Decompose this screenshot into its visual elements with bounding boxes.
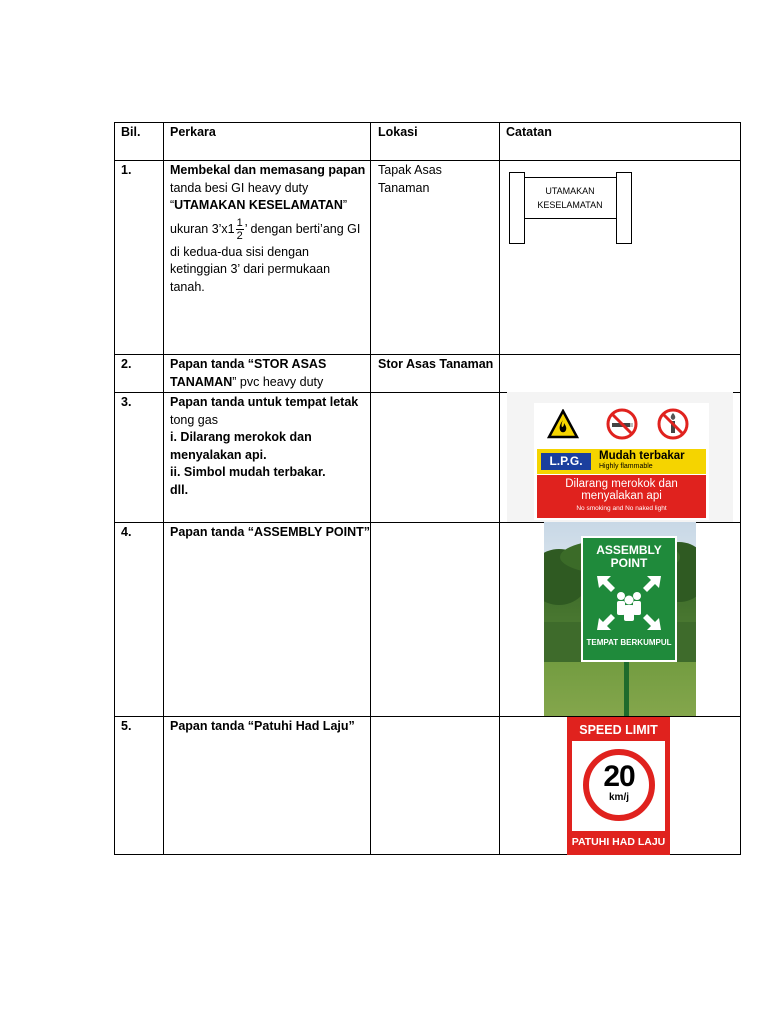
row-3-line-6: dll. <box>170 482 189 497</box>
no-smoking-icon <box>605 407 639 441</box>
assembly-bottom-text: TEMPAT BERKUMPUL <box>586 638 672 647</box>
lpg-yellow-band <box>537 449 706 474</box>
table-border-left <box>114 122 115 855</box>
row-2-bil: 2. <box>121 357 132 371</box>
header-perkara: Perkara <box>170 125 216 139</box>
row-3-line-2: tong gas <box>170 412 218 427</box>
table-border-top <box>114 122 741 123</box>
row-2-line-1: Papan tanda “STOR ASAS <box>170 357 327 371</box>
header-lokasi: Lokasi <box>378 125 418 139</box>
row-3-perkara <box>170 394 366 499</box>
row-2-lokasi: Stor Asas Tanaman <box>378 357 494 371</box>
col-divider-3 <box>499 122 500 855</box>
table-border-right <box>740 122 741 855</box>
assembly-line-2: POINT <box>610 556 648 570</box>
row-2-line-2: TANAMAN” pvc heavy duty <box>170 374 324 389</box>
speed-limit-white-panel <box>572 741 665 831</box>
lpg-title: Mudah terbakar <box>599 450 685 462</box>
row-1-size-line: ukuran 3’x1 $\frac{1}{2}$ ’ dengan berti’ang GI <box>170 216 361 242</box>
speed-number: 20 <box>603 760 635 793</box>
speed-limit-bottom: PATUHI HAD LAJU <box>571 836 666 848</box>
row-1-line-6: ketinggian 3’ dari permukaan <box>170 262 331 276</box>
assembly-line-1: ASSEMBLY <box>596 543 662 557</box>
row-1-line-1: Membekal dan memasang papan <box>170 163 366 177</box>
row-5-bil: 5. <box>121 719 132 733</box>
row-1-perkara <box>170 162 366 296</box>
header-bil: Bil. <box>121 125 141 139</box>
speed-limit-top: SPEED LIMIT <box>579 723 658 737</box>
lpg-red-line-2: menyalakan api <box>581 490 662 502</box>
row-1-line-3: “UTAMAKAN KESELAMATAN” <box>170 198 348 212</box>
row-divider-1 <box>114 354 741 355</box>
right-post <box>616 172 632 244</box>
sign-line-1: UTAMAKAN <box>545 186 595 196</box>
row-4-perkara <box>170 524 370 542</box>
assembly-sign-board <box>581 536 677 662</box>
row-1-lokasi-line-1: Tapak Asas <box>378 163 442 177</box>
lpg-english: No smoking and No naked light <box>576 505 667 512</box>
row-1-bil: 1. <box>121 163 132 177</box>
row-1-line-7: tanah. <box>170 279 205 294</box>
flammable-warning-icon <box>547 409 579 439</box>
row-1-line-5: di kedua-dua sisi dengan <box>170 244 309 259</box>
row-3-bil: 3. <box>121 395 132 409</box>
lpg-badge: L.P.G. <box>541 453 591 470</box>
row-4-bil: 4. <box>121 525 132 539</box>
lpg-sign-panel <box>534 403 709 520</box>
row-1-line-2: tanda besi GI heavy duty <box>170 180 309 195</box>
keselamatan-sign-drawing <box>509 172 632 244</box>
sign-board <box>524 177 616 219</box>
row-divider-2 <box>114 392 507 393</box>
size-fraction: $\frac{1}{2}$ <box>236 216 243 242</box>
col-divider-1 <box>163 122 164 855</box>
speed-unit: km/j <box>608 792 629 803</box>
row-5-line-1: Papan tanda “Patuhi Had Laju” <box>170 719 355 733</box>
lpg-subtitle: Highly flammable <box>599 463 653 470</box>
row-3-line-5: ii. Simbol mudah terbakar. <box>170 465 326 479</box>
speed-limit-sign <box>567 717 670 855</box>
left-post <box>509 172 525 244</box>
row-3-line-1: Papan tanda untuk tempat letak <box>170 395 359 409</box>
row-5-perkara <box>170 718 355 736</box>
assembly-people-icon <box>593 572 665 634</box>
col-divider-2 <box>370 122 371 855</box>
row-1-lokasi-line-2: Tanaman <box>378 180 430 195</box>
row-1-lokasi <box>378 162 442 197</box>
sign-line-2: KESELAMATAN <box>537 200 603 210</box>
speed-limit-circle <box>583 749 655 821</box>
row-3-line-3: i. Dilarang merokok dan <box>170 430 312 444</box>
row-3-line-4: menyalakan api. <box>170 447 267 462</box>
row-4-line-1: Papan tanda “ASSEMBLY POINT” <box>170 525 371 539</box>
assembly-point-photo <box>544 522 696 716</box>
header-catatan: Catatan <box>506 125 552 139</box>
no-naked-flame-icon <box>656 407 690 441</box>
table-header-divider <box>114 160 741 161</box>
row-2-perkara <box>170 356 366 391</box>
lpg-red-line-1: Dilarang merokok dan <box>565 478 678 490</box>
lpg-warning-sign <box>507 392 733 522</box>
lpg-red-band <box>537 475 706 518</box>
